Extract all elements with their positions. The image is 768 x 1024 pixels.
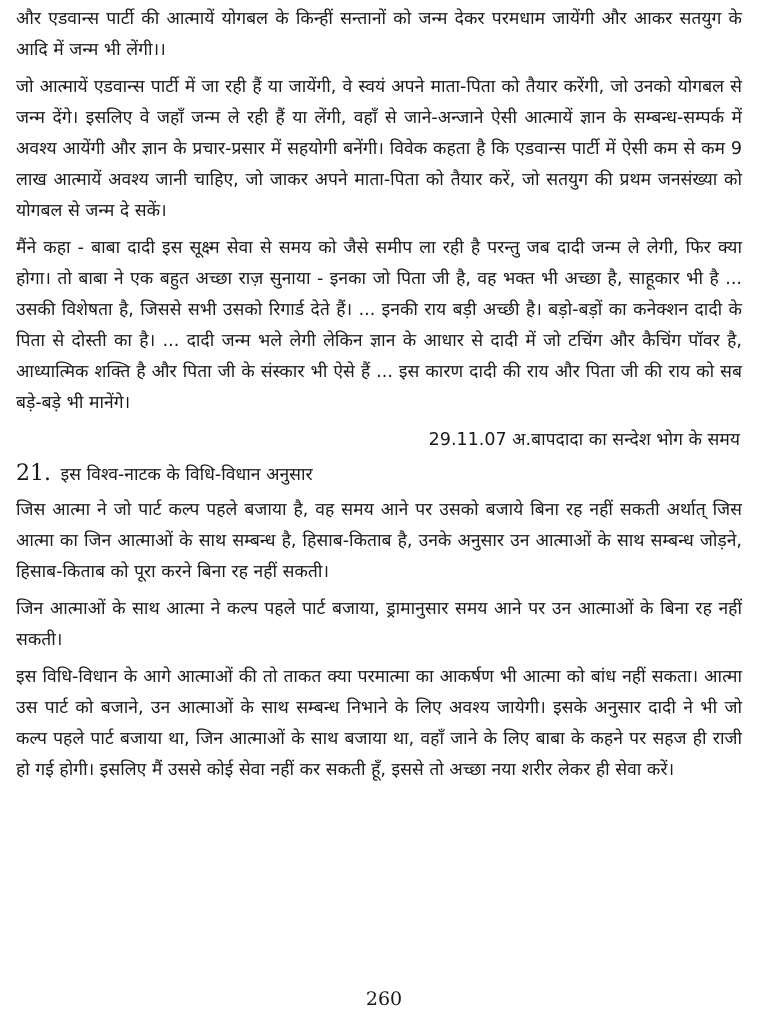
page-number: 260: [365, 988, 403, 1010]
paragraph-divine-law: इस विधि-विधान के आगे आत्माओं की तो ताकत क्या परमात्मा का आकर्षण भी आत्मा को बांध नहीं सकता। आत्मा उस पार्ट को बजाने, उन आत्माओं के साथ सम्बन्ध निभाने के लिए अवश्य जायेगी। इसके अनुसार दादी ने भी जो कल्प पहले पार्ट बजाया था, जिन आत्माओं के साथ बजाया था, वहाँ जाने के लिए बाबा के कहने पर सहज ही राजी हो गई होगी। इसलिए मैं उससे कोई सेवा नहीं कर सकती हूँ, इससे तो अच्छा नया शरीर लेकर ही सेवा करें।: [16, 667, 742, 780]
paragraph-advance-party-birth: और एडवान्स पार्टी की आत्मायें योगबल के किन्हीं सन्तानों को जन्म देकर परमधाम जायेंगी और आकर सतयुग के आदि में जन्म भी लेंगी।।: [16, 9, 742, 60]
paragraph-kalpa-role: जिस आत्मा ने जो पार्ट कल्प पहले बजाया है, वह समय आने पर उसको बजाये बिना रह नहीं सकती अर्थात् जिस आत्मा का जिन आत्माओं के साथ सम्बन्ध है, हिसाब-किताब है, उनके अनुसार उन आत्माओं के साथ सम्बन्ध जोड़ने, हिसाब-किताब को पूरा करने बिना रह नहीं सकती।: [16, 500, 742, 582]
section-number: 21.: [16, 461, 51, 486]
paragraph-dadi-rebirth: मैंने कहा - बाबा दादी इस सूक्ष्म सेवा से समय को जैसे समीप ला रही है परन्तु जब दादी जन्म ले लेगी, फिर क्या होगा। तो बाबा ने एक बहुत अच्छा राज़ सुनाया - इनका जो पिता जी है, वह भक्त भी अच्छा है, साहूकार भी है ... उसकी विशेषता है, जिससे सभी उसको रिगार्ड देते हैं। ... इनकी राय बड़ी अच्छी है। बड़ो-बड़ों का कनेक्शन दादी के पिता से दोस्ती का है। ... दादी जन्म भले लेगी लेकिन ज्ञान के आधार से दादी में जो टचिंग और कैचिंग पॉवर है, आध्यात्मिक शक्ति है और पिता जी के संस्कार भी ऐसे हैं ... इस कारण दादी की राय और पिता जी की राय को सब बड़े-बड़े भी मानेंगे।: [16, 238, 742, 413]
message-dateline: 29.11.07 अ.बापदादा का सन्देश भोग के समय: [428, 430, 740, 450]
paragraph-drama-relation: जिन आत्माओं के साथ आत्मा ने कल्प पहले पार्ट बजाया, ड्रामानुसार समय आने पर उन आत्माओं के बिना रह नहीं सकती।: [16, 599, 742, 650]
paragraph-prepare-parents: जो आत्मायें एडवान्स पार्टी में जा रही हैं या जायेंगी, वे स्वयं अपने माता-पिता को तैयार करेंगी, जो उनको योगबल से जन्म देंगे। इसलिए वे जहाँ जन्म ले रही हैं या लेंगी, वहाँ से जाने-अन्जाने ऐसी आत्मायें ज्ञान के सम्बन्ध-सम्पर्क में अवश्य आयेंगी और ज्ञान के प्रचार-प्रसार में सहयोगी बनेंगी। विवेक कहता है कि एडवान्स पार्टी में ऐसी कम से कम 9 लाख आत्मायें अवश्य जानी चाहिए, जो जाकर अपने माता-पिता को तैयार करें, जो सतयुग की प्रथम जनसंख्या को योगबल से जन्म दे सकें।: [16, 77, 742, 221]
section-title: इस विश्व-नाटक के विधि-विधान अनुसार: [60, 465, 313, 485]
section-heading: [16, 458, 742, 491]
